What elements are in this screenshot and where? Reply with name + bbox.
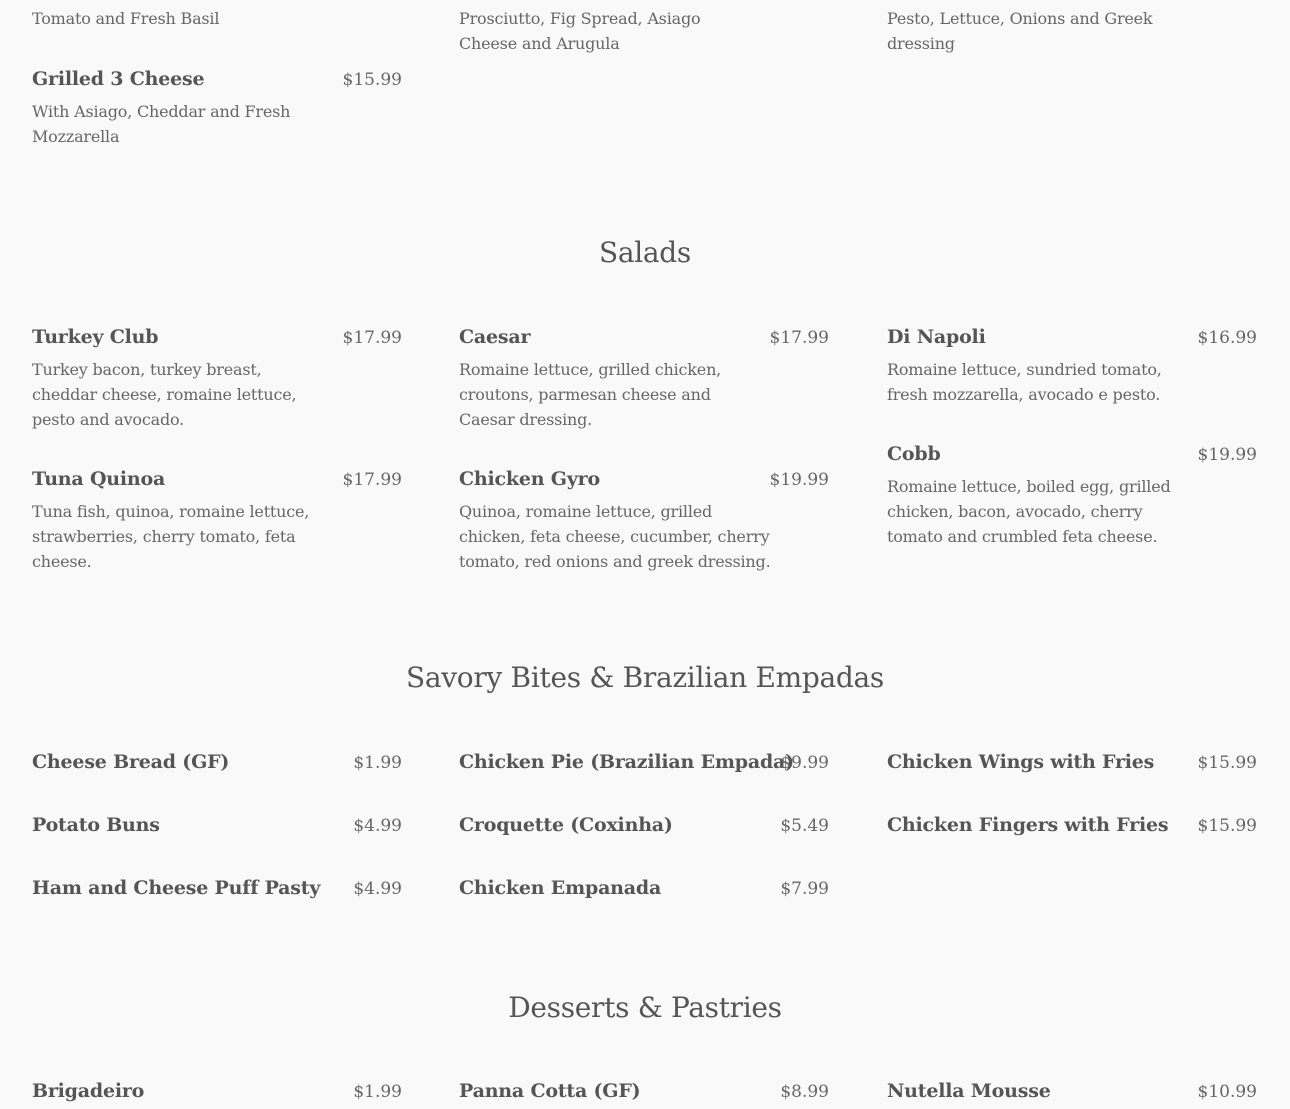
menu-item-name: Ham and Cheese Puff Pasty (32, 877, 321, 899)
menu-item-description: Quinoa, romaine lettuce, grilled chicken, feta cheese, cucumber, cherry tomato, red onions and greek dressing. (459, 502, 771, 571)
menu-item-name: Chicken Fingers with Fries (887, 814, 1169, 836)
menu-item-price: $5.49 (780, 816, 829, 836)
menu-item-name: Croquette (Coxinha) (459, 814, 673, 836)
menu-item-name: Potato Buns (32, 814, 160, 836)
menu-item-name: Cobb (887, 443, 941, 465)
menu-item-price: $7.99 (780, 879, 829, 899)
menu-item-name: Turkey Club (32, 326, 159, 348)
menu-item-name: Di Napoli (887, 326, 986, 348)
menu-item-price: $15.99 (1197, 816, 1257, 836)
menu-item-name: Chicken Gyro (459, 468, 600, 490)
menu-item-price: $15.99 (1197, 753, 1257, 773)
menu-item-description: Pesto, Lettuce, Onions and Greek dressing (887, 9, 1153, 53)
menu-item-description: Romaine lettuce, boiled egg, grilled chicken, bacon, avocado, cherry tomato and crumbled feta cheese. (887, 477, 1171, 546)
section-title-desserts: Desserts & Pastries (508, 991, 782, 1024)
section-title-savory-bites: Savory Bites & Brazilian Empadas (406, 661, 884, 694)
menu-item-price: $4.99 (353, 816, 402, 836)
menu-item-price: $17.99 (769, 328, 829, 348)
menu-item-price: $17.99 (342, 470, 402, 490)
menu-item-name: Panna Cotta (GF) (459, 1080, 641, 1102)
section-title-salads: Salads (598, 236, 692, 269)
menu-item-description: Tomato and Fresh Basil (32, 9, 220, 28)
menu-item-description: With Asiago, Cheddar and Fresh Mozzarella (32, 102, 291, 146)
menu-item-price: $19.99 (1197, 445, 1257, 465)
menu-item-price: $1.99 (353, 1082, 402, 1102)
menu-item-price: $17.99 (342, 328, 402, 348)
menu-item-price: $1.99 (353, 753, 402, 773)
menu-item-price: $10.99 (1197, 1082, 1257, 1102)
menu-item-price: $16.99 (1197, 328, 1257, 348)
menu-item-name: Caesar (459, 326, 531, 348)
menu-item-description: Romaine lettuce, sundried tomato, fresh mozzarella, avocado e pesto. (887, 360, 1162, 404)
menu-item-name: Chicken Pie (Brazilian Empada) (459, 751, 794, 773)
menu-item-name: Cheese Bread (GF) (32, 751, 230, 773)
menu-item-price: $9.99 (780, 753, 829, 773)
menu-item-name: Chicken Wings with Fries (887, 751, 1155, 773)
menu-item-description: Turkey bacon, turkey breast, cheddar cheese, romaine lettuce, pesto and avocado. (32, 360, 297, 429)
menu-item-price: $8.99 (780, 1082, 829, 1102)
menu-item-price: $19.99 (769, 470, 829, 490)
menu-item-description: Romaine lettuce, grilled chicken, croutons, parmesan cheese and Caesar dressing. (459, 360, 722, 429)
menu-item-name: Brigadeiro (32, 1080, 145, 1102)
menu-item-price: $15.99 (342, 70, 402, 90)
menu-item-price: $4.99 (353, 879, 402, 899)
menu-item-name: Tuna Quinoa (32, 468, 166, 490)
menu-item-description: Prosciutto, Fig Spread, Asiago Cheese and Arugula (459, 9, 701, 53)
menu-item-description: Tuna fish, quinoa, romaine lettuce, strawberries, cherry tomato, feta cheese. (32, 502, 310, 571)
menu-item-name: Nutella Mousse (887, 1080, 1051, 1102)
menu-item-name: Grilled 3 Cheese (32, 68, 205, 90)
menu-item-name: Chicken Empanada (459, 877, 662, 899)
